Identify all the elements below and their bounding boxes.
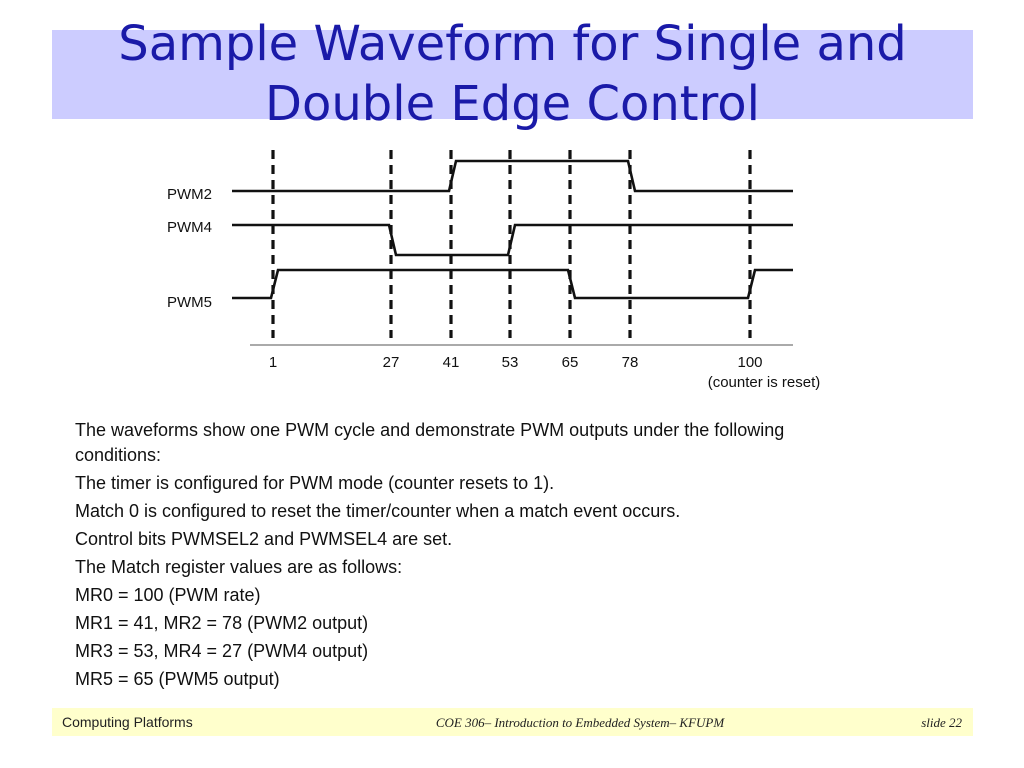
tick-label: 1 — [268, 354, 278, 371]
tick-label: 100 — [737, 354, 763, 371]
text-line: The timer is configured for PWM mode (counter resets to 1). — [75, 473, 555, 493]
waveform-pwm5 — [232, 270, 793, 298]
title-line-1: Sample Waveform for Single and — [118, 16, 907, 72]
counter-reset-note: (counter is reset) — [707, 374, 821, 391]
waveform-pwm4 — [232, 225, 793, 255]
text-line: MR0 = 100 (PWM rate) — [75, 585, 261, 605]
tick-label: 78 — [621, 354, 639, 371]
slide-number: slide 22 — [921, 715, 962, 730]
text-line: The waveforms show one PWM cycle and demonstrate PWM outputs under the following — [75, 420, 785, 440]
title-line-2: Double Edge Control — [265, 76, 760, 132]
tick-label: 41 — [442, 354, 460, 371]
text-line: Control bits PWMSEL2 and PWMSEL4 are set. — [75, 529, 453, 549]
text-line: MR1 = 41, MR2 = 78 (PWM2 output) — [75, 613, 369, 633]
tick-label: 27 — [382, 354, 400, 371]
tick-label: 65 — [561, 354, 579, 371]
text-line: MR3 = 53, MR4 = 27 (PWM4 output) — [75, 641, 369, 661]
text-line: Match 0 is configured to reset the timer/counter when a match event occurs. — [75, 501, 681, 521]
text-line: conditions: — [75, 445, 162, 465]
signal-label: PWM5 — [167, 294, 212, 311]
footer-center-text: COE 306– Introduction to Embedded System– KFUPM — [435, 715, 725, 730]
signal-label: PWM4 — [167, 219, 212, 236]
footer-left-text: Computing Platforms — [62, 714, 193, 730]
waveform-pwm2 — [232, 161, 793, 191]
tick-label: 53 — [501, 354, 519, 371]
description-text — [75, 419, 955, 693]
signal-label: PWM2 — [167, 186, 212, 203]
text-line: MR5 = 65 (PWM5 output) — [75, 669, 280, 689]
text-line: The Match register values are as follows: — [75, 557, 403, 577]
